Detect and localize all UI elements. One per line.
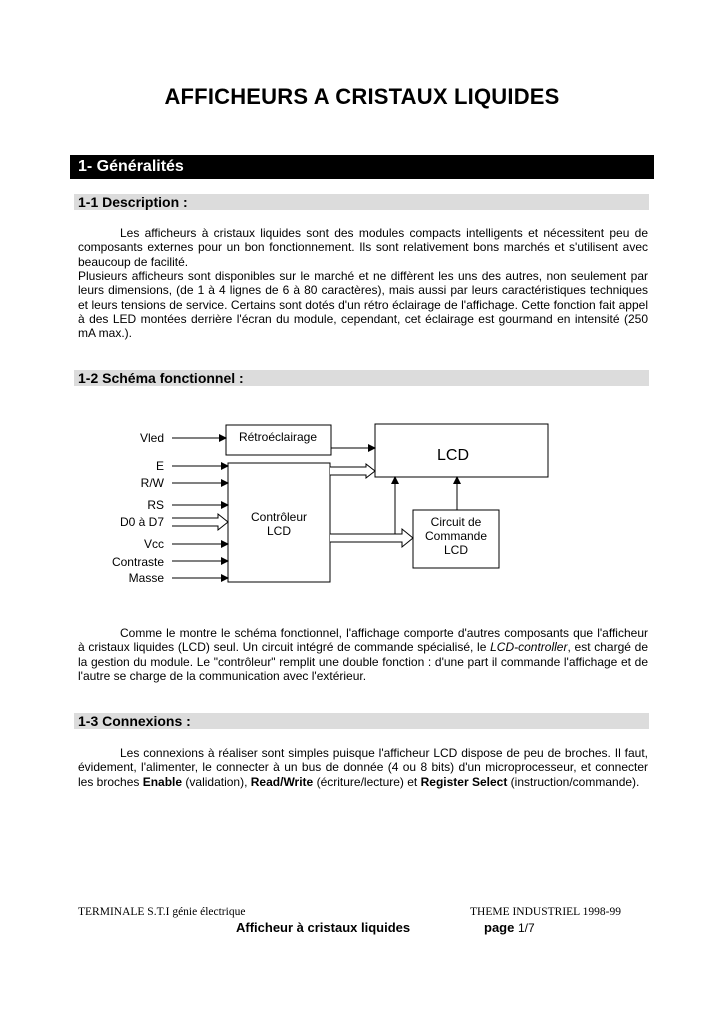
subsection-heading-connexions: 1-3 Connexions : — [74, 713, 649, 729]
bus-arrow-d0d7 — [172, 514, 228, 530]
subsection-heading-schema: 1-2 Schéma fonctionnel : — [74, 370, 649, 386]
bus-arrow-controleur-commande — [330, 529, 413, 547]
signal-label-e: E — [155, 459, 164, 473]
footer-page — [484, 920, 535, 935]
connexions-bold-enable: Enable — [142, 774, 183, 789]
schema-paragraph-text-1: Comme le montre le schéma fonctionnel, l'affichage comporte d'autres composants que l'afficheur à cristaux liquides (LCD) seul. Un circuit intégré de commande spécialisé, le — [78, 626, 648, 655]
connexions-text-4: (instruction/commande). — [507, 774, 640, 789]
connexions-bold-registerselect: Register Select — [420, 774, 508, 789]
footer-page-number: 1/7 — [517, 921, 535, 935]
connexions-text-2: (validation), — [182, 774, 251, 789]
connexions-text-1: Les connexions à réaliser sont simples puisque l'afficheur LCD dispose de peu de broches. Il faut, évidement, l'alimenter, le connecter à un bus de donnée (4 ou 8 bits) d'un microprocesseur, et connecter les broches — [78, 746, 648, 789]
controleur-label-2: LCD — [266, 524, 292, 538]
schema-paragraph-text-2: , est chargé de la gestion du module. Le "contrôleur" remplit une double fonction : d'une part il commande l'affichage et de l'autre se charge de la communication avec l'extérieur. — [78, 640, 648, 683]
signal-label-masse: Masse — [128, 571, 164, 585]
footer-page-label: page — [484, 920, 515, 935]
controleur-label-1: Contrôleur — [250, 510, 308, 524]
signal-label-rw: R/W — [140, 476, 164, 490]
commande-label-1: Circuit de — [430, 515, 482, 529]
description-paragraph-1: Les afficheurs à cristaux liquides sont des modules compacts intelligents et nécessitent peu de composants externes pour un bon fonctionnement. Ils sont relativement bons marchés et s'utilisent avec beaucoup de facilité. — [78, 226, 648, 269]
section-heading-generalites: 1- Généralités — [70, 155, 654, 179]
footer-right: THEME INDUSTRIEL 1998-99 — [470, 906, 621, 918]
bus-arrow-controleur-lcd — [330, 464, 375, 478]
connexions-text-3: (écriture/lecture) et — [313, 774, 421, 789]
commande-label-2: Commande — [424, 529, 488, 543]
lcd-label: LCD — [436, 447, 470, 464]
connexions-paragraph — [78, 746, 648, 789]
signal-label-vled: Vled — [139, 431, 164, 445]
signal-label-rs: RS — [147, 498, 164, 512]
schema-paragraph — [78, 626, 648, 683]
schema-paragraph-italic: LCD-controller — [490, 640, 568, 655]
connexions-bold-readwrite: Read/Write — [250, 774, 314, 789]
subsection-heading-description: 1-1 Description : — [74, 194, 649, 210]
footer-left: TERMINALE S.T.I génie électrique — [78, 906, 246, 918]
description-paragraph-2: Plusieurs afficheurs sont disponibles sur le marché et ne diffèrent les uns des autres, non seulement par leurs dimensions, (de 1 à 4 lignes de 6 à 80 caractères), mais aussi par leurs caractéristiques techniques et leurs tensions de service. Certains sont dotés d'un rétro éclairage de l'affichage. Cette fonction fait appel à des LED montées derrière l'écran du module, cependant, cet éclairage est gourmand en intensité (250 mA max.). — [78, 269, 648, 341]
commande-label-3: LCD — [443, 543, 469, 557]
signal-label-d0d7: D0 à D7 — [119, 515, 164, 529]
page-title: AFFICHEURS A CRISTAUX LIQUIDES — [164, 84, 560, 109]
retroeclairage-label: Rétroéclairage — [238, 430, 318, 444]
functional-diagram — [0, 400, 724, 610]
signal-label-contraste: Contraste — [111, 555, 164, 569]
signal-label-vcc: Vcc — [143, 537, 164, 551]
footer-center: Afficheur à cristaux liquides — [236, 920, 411, 935]
